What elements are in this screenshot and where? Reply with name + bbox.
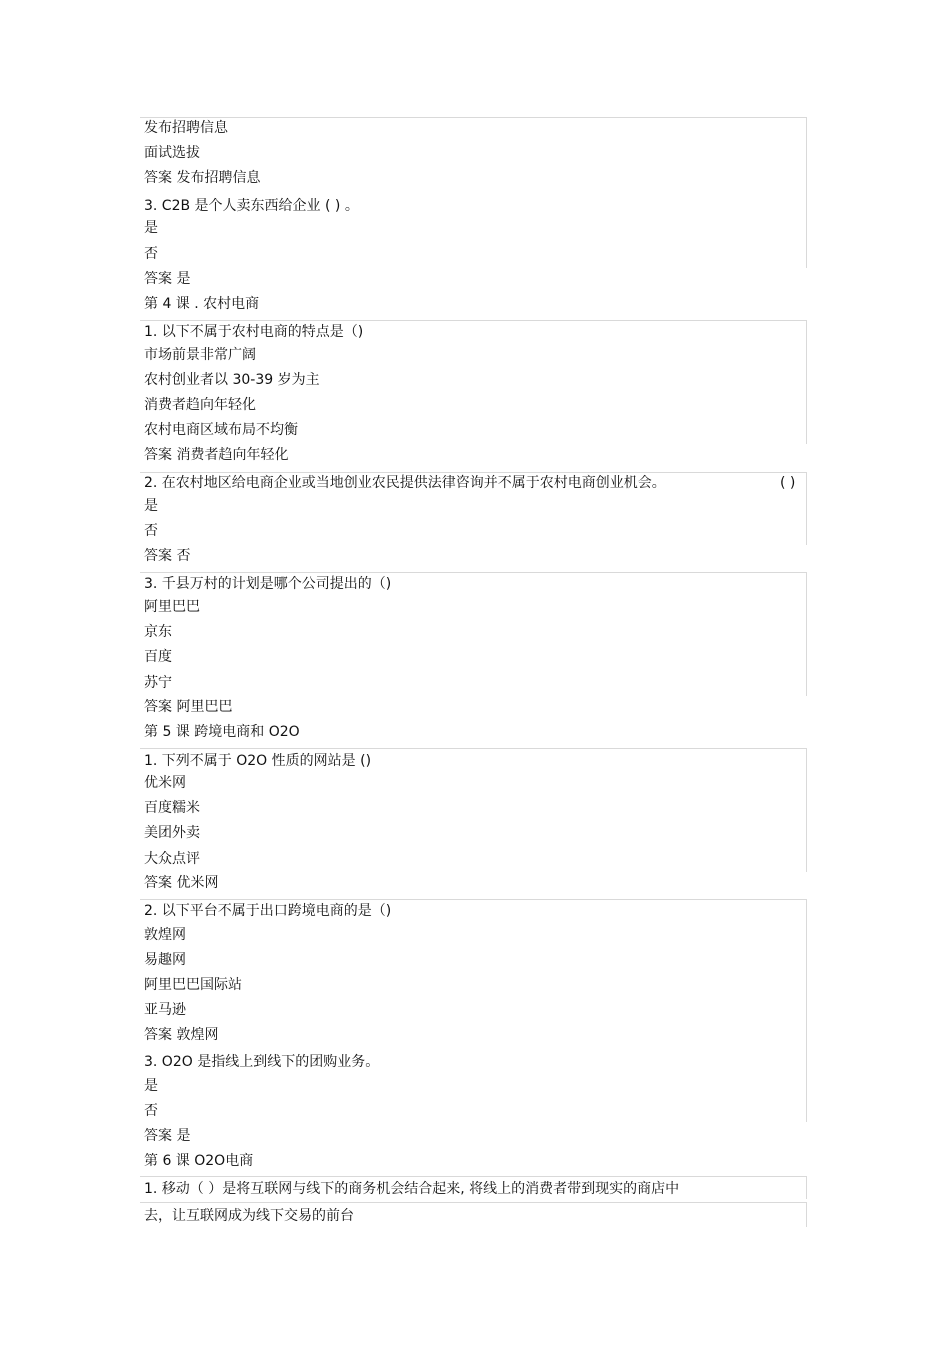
option-text: 是: [144, 1078, 158, 1094]
answer-text: 答案 否: [144, 548, 191, 564]
option-text: 京东: [144, 624, 172, 640]
question-box: [140, 899, 807, 1122]
question-text: 3. 千县万村的计划是哪个公司提出的（): [144, 576, 392, 592]
answer-text: 答案 优米网: [144, 875, 219, 891]
option-text: 发布招聘信息: [144, 120, 228, 136]
option-text: 美团外卖: [144, 825, 200, 841]
answer-text: 答案 敦煌网: [144, 1027, 219, 1043]
option-text: 大众点评: [144, 851, 200, 867]
answer-text: 答案 是: [144, 1128, 191, 1144]
option-text: 否: [144, 523, 158, 539]
option-text: 否: [144, 1103, 158, 1119]
question-text-continued: 去，让互联网成为线下交易的前台: [144, 1208, 354, 1224]
question-text: 3. O2O 是指线上到线下的团购业务。: [144, 1054, 380, 1070]
question-text: 2. 在农村地区给电商企业或当地创业农民提供法律咨询并不属于农村电商创业机会。: [144, 475, 666, 491]
option-text: 是: [144, 498, 158, 514]
option-text: 百度: [144, 649, 172, 665]
question-text: 1. 移动（ ）是将互联网与线下的商务机会结合起来, 将线上的消费者带到现实的商店中: [144, 1181, 680, 1197]
answer-text: 答案 发布招聘信息: [144, 170, 261, 186]
answer-text: 答案 消费者趋向年轻化: [144, 447, 289, 463]
lesson-heading: 第 4 课 . 农村电商: [144, 296, 260, 312]
option-text: 阿里巴巴: [144, 599, 200, 615]
question-text: 2. 以下平台不属于出口跨境电商的是（): [144, 903, 392, 919]
option-text: 阿里巴巴国际站: [144, 977, 242, 993]
option-text: 市场前景非常广阔: [144, 347, 256, 363]
answer-text: 答案 阿里巴巴: [144, 699, 233, 715]
option-text: 是: [144, 220, 158, 236]
lesson-heading: 第 5 课 跨境电商和 O2O: [144, 724, 300, 740]
option-text: 优米网: [144, 775, 186, 791]
option-text: 亚马逊: [144, 1002, 186, 1018]
question-text: 3. C2B 是个人卖东西给企业 ( ) 。: [144, 198, 359, 214]
option-text: 易趣网: [144, 952, 186, 968]
option-text: 面试选拔: [144, 145, 200, 161]
question-text: 1. 以下不属于农村电商的特点是（): [144, 324, 364, 340]
question-paren: ( ): [780, 475, 796, 491]
lesson-heading: 第 6 课 O2O电商: [144, 1153, 254, 1169]
question-text: 1. 下列不属于 O2O 性质的网站是 (): [144, 753, 372, 769]
option-text: 敦煌网: [144, 927, 186, 943]
option-text: 农村创业者以 30-39 岁为主: [144, 372, 320, 388]
option-text: 消费者趋向年轻化: [144, 397, 256, 413]
option-text: 百度糯米: [144, 800, 200, 816]
answer-text: 答案 是: [144, 271, 191, 287]
option-text: 否: [144, 246, 158, 262]
option-text: 苏宁: [144, 675, 172, 691]
option-text: 农村电商区域布局不均衡: [144, 422, 298, 438]
question-box: [140, 117, 807, 268]
